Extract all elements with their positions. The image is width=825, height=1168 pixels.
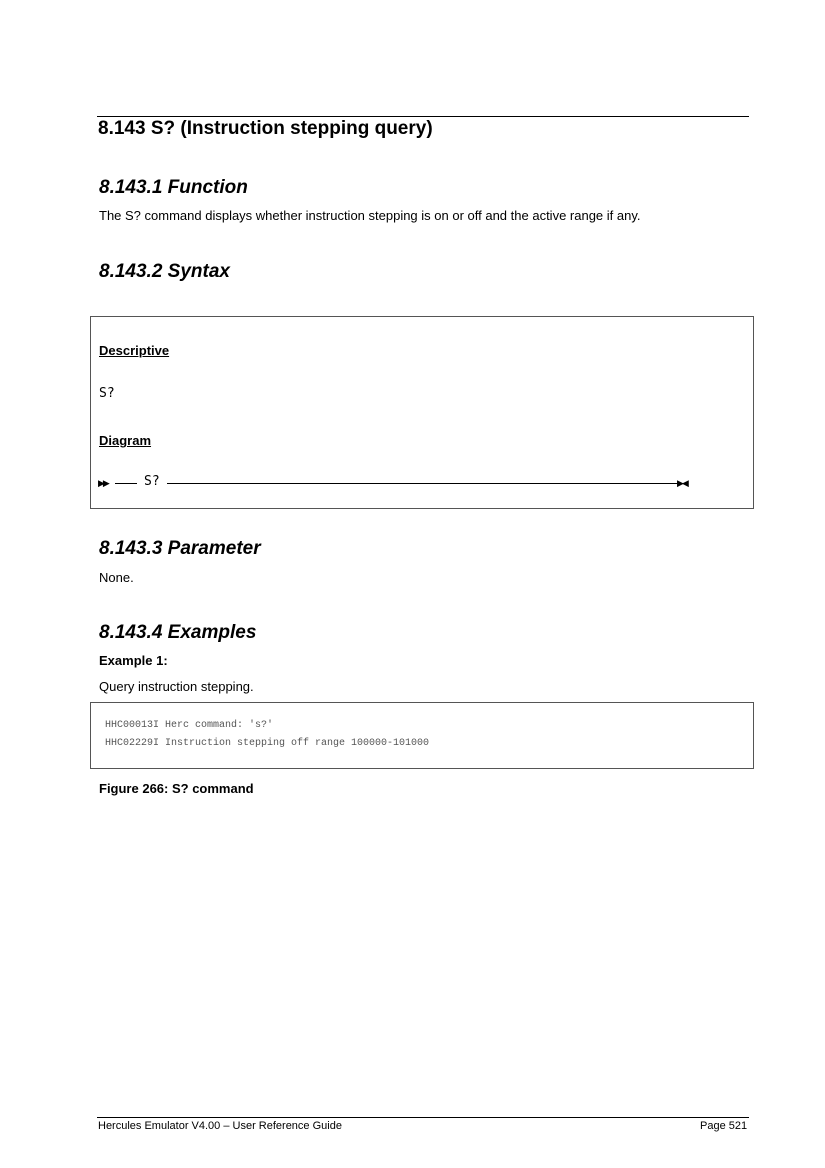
footer-page-number: Page 521	[700, 1120, 748, 1132]
function-heading: 8.143.1 Function	[99, 177, 248, 198]
descriptive-label: Descriptive	[99, 343, 170, 358]
syntax-heading: 8.143.2 Syntax	[99, 261, 230, 282]
diagram-command: S?	[144, 474, 160, 489]
diagram-end-arrow-icon: ▶◀	[677, 478, 687, 488]
section-top-rule	[97, 116, 749, 117]
diagram-rail-right	[167, 483, 678, 484]
footer-rule	[97, 1117, 749, 1118]
console-output-box	[90, 702, 754, 769]
descriptive-value: S?	[99, 386, 115, 401]
parameter-text: None.	[99, 570, 134, 585]
diagram-start-arrow-icon: ▶▶	[98, 478, 108, 488]
figure-caption: Figure 266: S? command	[99, 781, 254, 796]
syntax-box	[90, 316, 754, 509]
diagram-label: Diagram	[99, 433, 152, 448]
example-label: Example 1:	[99, 653, 168, 668]
example-text: Query instruction stepping.	[99, 679, 254, 694]
parameter-heading: 8.143.3 Parameter	[99, 538, 261, 559]
diagram-rail-left	[115, 483, 137, 484]
console-line: HHC02229I Instruction stepping off range 100000-101000	[105, 738, 430, 749]
examples-heading: 8.143.4 Examples	[99, 622, 257, 643]
section-title: 8.143 S? (Instruction stepping query)	[98, 118, 433, 139]
function-text: The S? command displays whether instruction stepping is on or off and the active range if any.	[99, 208, 641, 223]
console-line: HHC00013I Herc command: 's?'	[105, 720, 274, 731]
footer-left: Hercules Emulator V4.00 – User Reference Guide	[98, 1120, 342, 1132]
